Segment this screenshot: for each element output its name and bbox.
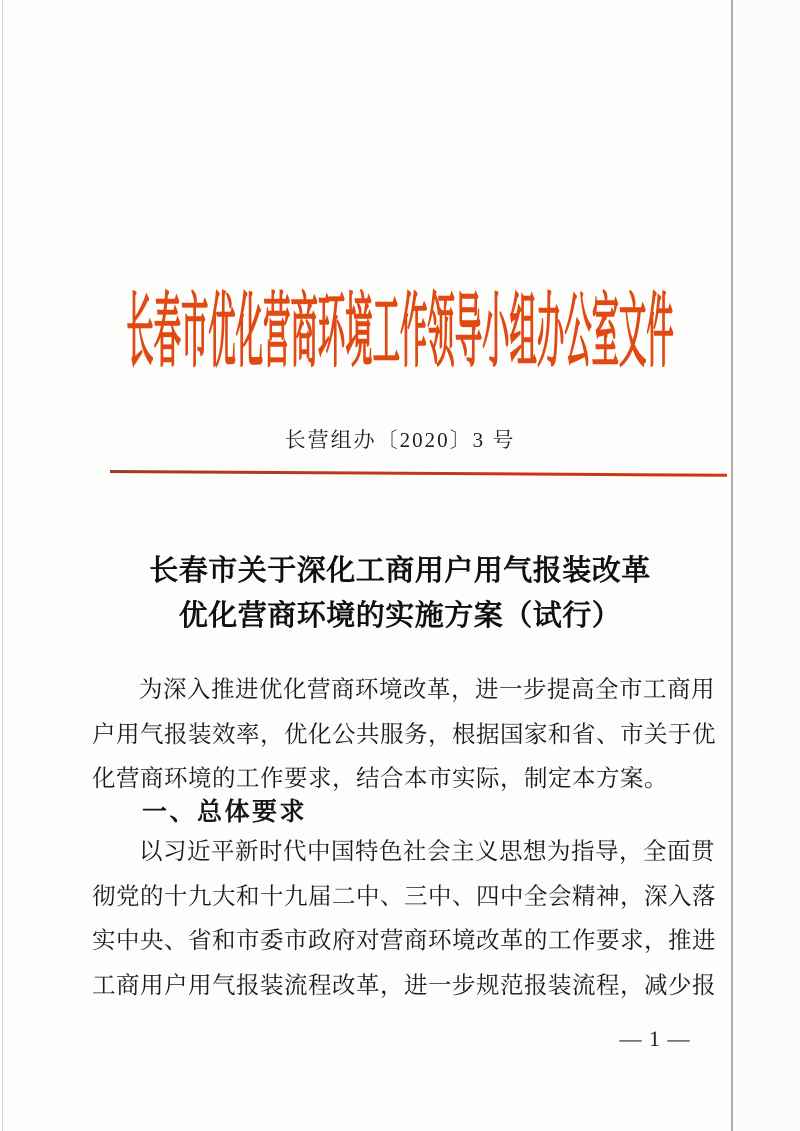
section1-line: 实中央、省和市委市政府对营商环境改革的工作要求，推进	[92, 928, 716, 954]
letterhead-banner-text: 长春市优化营商环境工作领导小组办公室文件	[126, 287, 674, 378]
letterhead-banner	[0, 280, 800, 378]
page-number: — 1 —	[619, 1026, 691, 1051]
intro-paragraph	[92, 668, 716, 802]
section1-paragraph	[92, 830, 716, 1008]
section-heading: 一、总体要求	[142, 798, 308, 826]
document-title-line2: 优化营商环境的实施方案（试行）	[178, 600, 622, 632]
section1-line: 工商用户用气报装流程改革，进一步规范报装流程，减少报	[92, 972, 716, 999]
section1-line: 以习近平新时代中国特色社会主义思想为指导，全面贯	[139, 839, 715, 865]
intro-line: 户用气报装效率，优化公共服务，根据国家和省、市关于优	[92, 721, 716, 748]
red-divider-rule	[110, 470, 727, 477]
document-title	[0, 549, 800, 639]
document-title-line1: 长春市关于深化工商用户用气报装改革	[149, 555, 651, 587]
intro-line: 为深入推进优化营商环境改革，进一步提高全市工商用	[139, 677, 715, 703]
intro-line: 化营商环境的工作要求，结合本市实际，制定本方案。	[92, 766, 668, 792]
document-number: 长营组办〔2020〕3 号	[284, 428, 516, 452]
section1-line: 彻党的十九大和十九届二中、三中、四中全会精神，深入落	[92, 883, 716, 910]
